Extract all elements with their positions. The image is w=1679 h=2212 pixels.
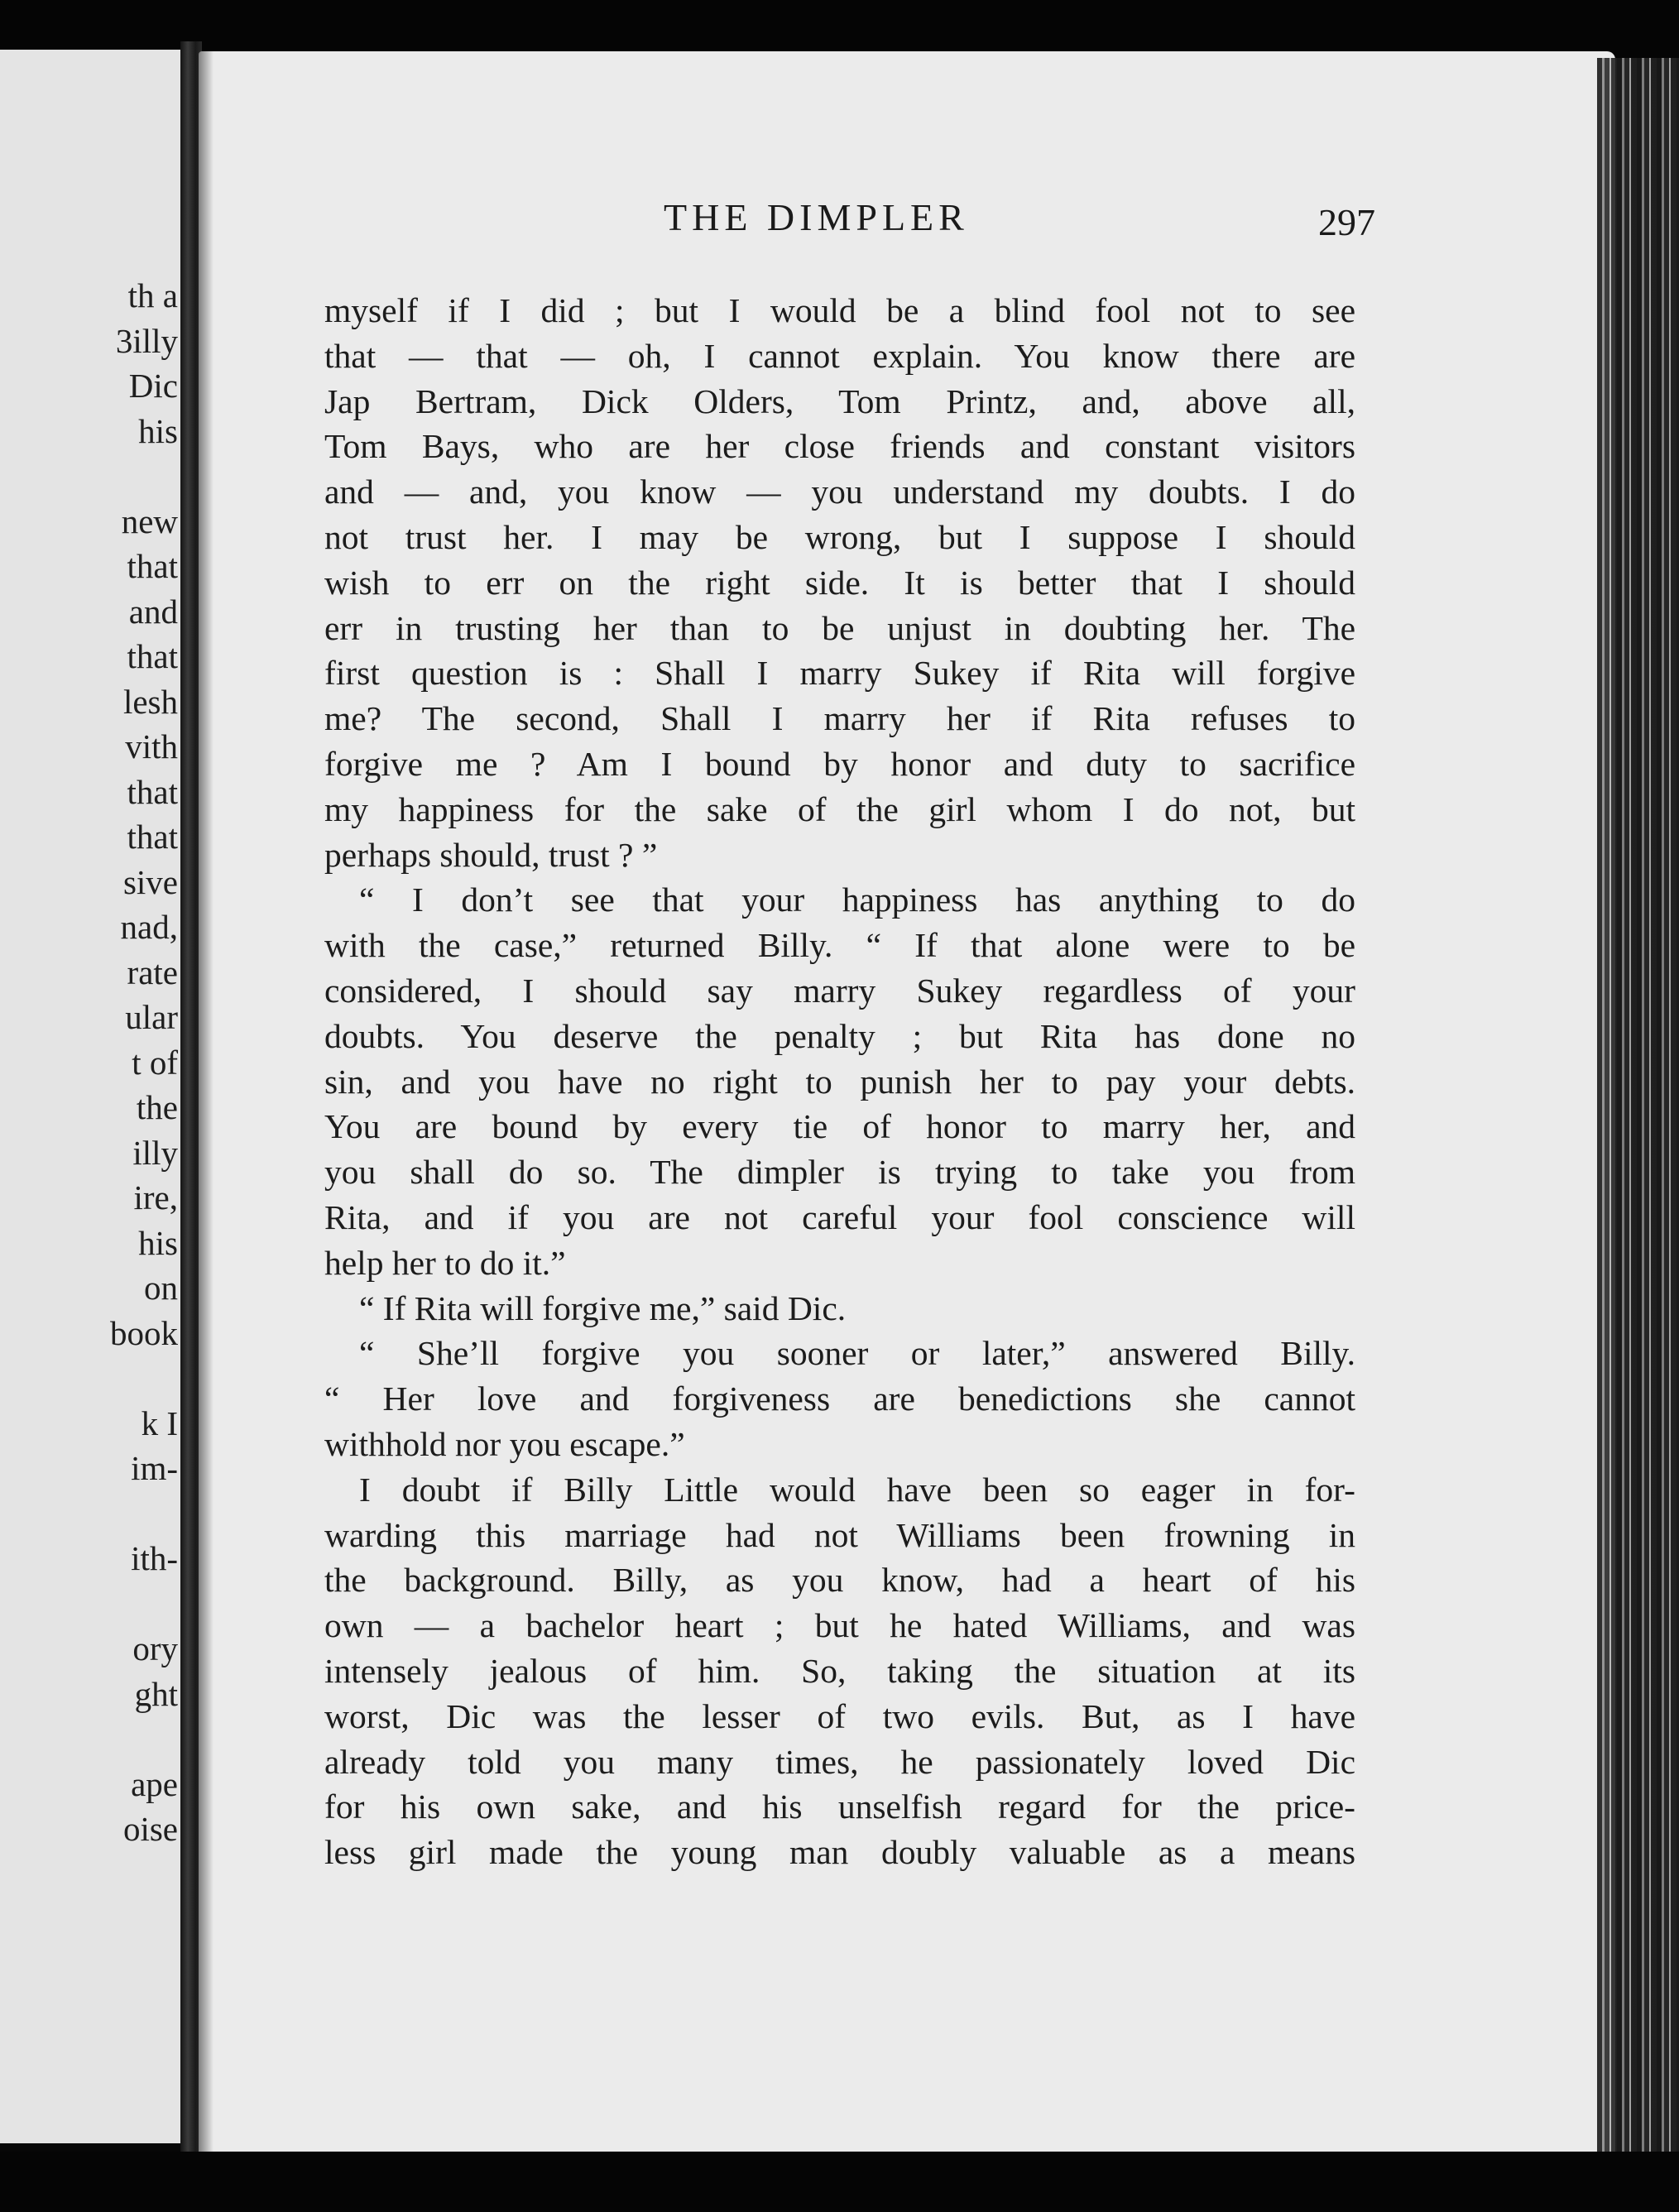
facing-page-text-fragments: [0, 273, 178, 1852]
text-line: own — a bachelor heart ; but he hated Williams, and was: [324, 1606, 1355, 1645]
facing-page-fragment: oise: [122, 1810, 178, 1848]
facing-page-fragment: ith-: [131, 1539, 178, 1577]
facing-page-fragment: ape: [131, 1764, 178, 1803]
paragraph: [324, 1286, 1355, 1332]
facing-page-fragment: that: [127, 547, 178, 585]
facing-page-fragment: [0, 453, 178, 499]
facing-page-fragment: his: [138, 1223, 178, 1262]
text-line: sin, and you have no right to punish her to pay your debts.: [324, 1062, 1355, 1101]
text-line: Rita, and if you are not careful your fool conscience will: [324, 1197, 1355, 1236]
running-head-title: THE DIMPLER: [664, 196, 969, 238]
facing-page-fragment: ght: [134, 1674, 178, 1713]
facing-page-fragment: that: [127, 637, 178, 675]
facing-page-fragment: new: [121, 501, 178, 540]
facing-page-fragment: [0, 1581, 178, 1627]
facing-page-fragment: ire,: [133, 1178, 178, 1216]
facing-page-fragment: t of: [132, 1043, 178, 1082]
text-line: first question is : Shall I marry Sukey if Rita will forgive: [324, 654, 1355, 693]
text-line: “ Her love and forgiveness are benedictions she cannot: [324, 1380, 1355, 1418]
facing-page-fragment: lesh: [122, 682, 178, 721]
facing-page-fragment: ular: [125, 998, 178, 1036]
facing-page-fragment: ory: [132, 1629, 178, 1667]
text-line: less girl made the young man doubly valuable as a means: [324, 1833, 1355, 1872]
text-line: already told you many times, he passionately loved Dic: [324, 1742, 1355, 1781]
text-line: “ She’ll forgive you sooner or later,” answered Billy.: [359, 1334, 1355, 1373]
facing-page-fragment: rate: [127, 952, 178, 991]
text-line: doubts. You deserve the penalty ; but Rita has done no: [324, 1016, 1355, 1055]
text-line: worst, Dic was the lesser of two evils. But, as I have: [324, 1696, 1355, 1735]
text-line: wish to err on the right side. It is better that I should: [324, 563, 1355, 602]
facing-page-fragment: 3illy: [115, 321, 178, 360]
facing-page-fragment: that: [127, 818, 178, 856]
text-line: considered, I should say marry Sukey regardless of your: [324, 971, 1355, 1010]
facing-page-fragment: vith: [125, 727, 178, 765]
facing-page-fragment: sive: [122, 862, 178, 901]
text-line: my happiness for the sake of the girl whom I do not, but: [324, 789, 1355, 828]
facing-page-fragment: illy: [132, 1133, 178, 1172]
text-line: You are bound by every tie of honor to marry her, and: [324, 1107, 1355, 1146]
facing-page-fragment: book: [110, 1313, 178, 1352]
paragraph: [324, 877, 1355, 1285]
facing-page-fragment: his: [138, 411, 178, 450]
scan-bottom-border: [0, 2152, 1679, 2212]
text-line: that — that — oh, I cannot explain. You know there are: [324, 336, 1355, 375]
running-head: [323, 195, 1375, 245]
gutter-shadow: [199, 51, 213, 2162]
facing-page-fragment: on: [144, 1269, 178, 1307]
text-line: “ If Rita will forgive me,” said Dic.: [359, 1288, 847, 1327]
text-line: with the case,” returned Billy. “ If that alone were to be: [324, 926, 1355, 965]
text-line: “ I don’t see that your happiness has anything to do: [359, 880, 1355, 919]
text-line: I doubt if Billy Little would have been so eager in for-: [359, 1470, 1355, 1509]
text-line: perhaps should, trust ? ”: [324, 835, 658, 874]
paragraph: [324, 1331, 1355, 1466]
body-text: [324, 288, 1355, 1875]
facing-page-fragment: Dic: [128, 367, 178, 405]
text-line: you shall do so. The dimpler is trying to take you from: [324, 1153, 1355, 1192]
page-number: 297: [1318, 201, 1375, 243]
text-line: Tom Bays, who are her close friends and constant visitors: [324, 427, 1355, 466]
text-line: withhold nor you escape.”: [324, 1424, 685, 1463]
paragraph: [324, 1467, 1355, 1875]
text-line: err in trusting her than to be unjust in doubting her. The: [324, 608, 1355, 647]
text-line: Jap Bertram, Dick Olders, Tom Printz, and, above all,: [324, 381, 1355, 420]
facing-page-fragment: and: [128, 592, 178, 631]
paragraph: [324, 288, 1355, 877]
text-line: the background. Billy, as you know, had a heart of his: [324, 1561, 1355, 1600]
facing-page-fragment: that: [127, 772, 178, 811]
text-line: myself if I did ; but I would be a blind fool not to see: [324, 291, 1355, 329]
text-line: warding this marriage had not Williams been frowning in: [324, 1515, 1355, 1554]
facing-page-fragment: nad,: [120, 908, 178, 946]
text-line: intensely jealous of him. So, taking the situation at its: [324, 1651, 1355, 1690]
facing-page-fragment: [0, 1716, 178, 1762]
facing-page-fragment: th a: [127, 276, 178, 314]
facing-page-fragment: the: [136, 1088, 178, 1126]
text-line: me? The second, Shall I marry her if Rita refuses to: [324, 699, 1355, 738]
facing-page-fragment: k I: [141, 1403, 178, 1442]
scan-top-border: [0, 0, 1679, 58]
facing-page-fragment: [0, 1356, 178, 1401]
text-line: forgive me ? Am I bound by honor and duty to sacrifice: [324, 744, 1355, 783]
text-line: help her to do it.”: [324, 1243, 566, 1282]
page-edges-right: [1597, 58, 1679, 2152]
text-line: not trust her. I may be wrong, but I suppose I should: [324, 517, 1355, 556]
text-line: for his own sake, and his unselfish regard for the price-: [324, 1787, 1355, 1826]
facing-page-fragment: [0, 1491, 178, 1537]
text-line: and — and, you know — you understand my doubts. I do: [324, 473, 1355, 511]
facing-page-fragment: im-: [131, 1449, 178, 1487]
